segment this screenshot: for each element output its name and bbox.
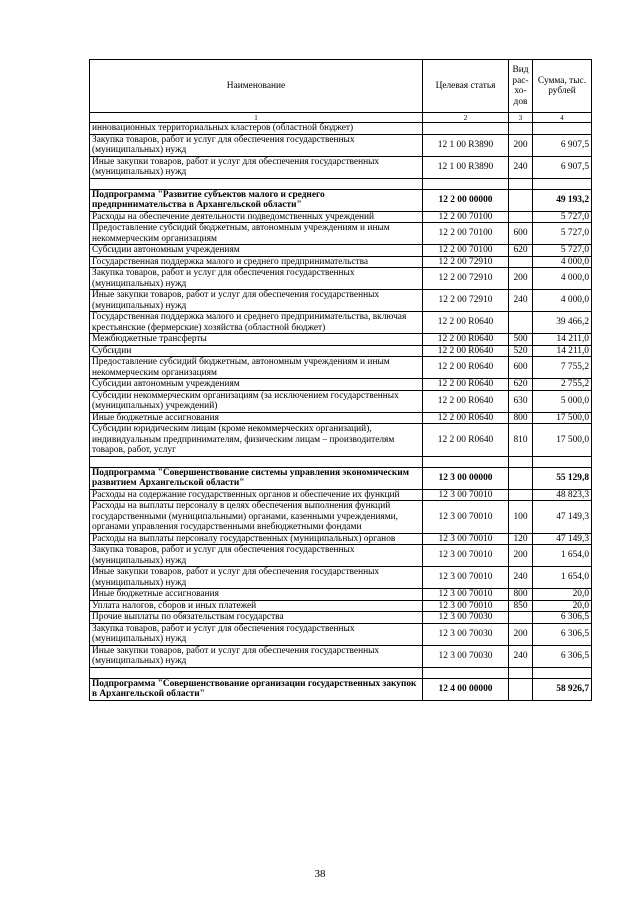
column-number: 2 <box>423 113 509 123</box>
cell-sum: 1 654,0 <box>533 567 592 589</box>
cell-sum: 1 654,0 <box>533 545 592 567</box>
cell-code: 12 4 00 00000 <box>423 678 509 700</box>
cell-kind: 200 <box>509 134 533 156</box>
empty-cell <box>533 456 592 467</box>
table-row <box>90 256 592 268</box>
cell-code: 12 1 00 R3890 <box>423 156 509 178</box>
cell-code: 12 3 00 70010 <box>423 589 509 601</box>
table-row <box>90 623 592 645</box>
cell-name: Закупка товаров, работ и услуг для обеспечения государственных (муниципальных) нужд <box>90 134 423 156</box>
cell-name: Уплата налогов, сборов и иных платежей <box>90 600 423 612</box>
cell-name: Прочие выплаты по обязательствам государства <box>90 612 423 624</box>
cell-name: Подпрограмма "Совершенствование системы управления экономическим развитием Архангельской области" <box>90 467 423 489</box>
cell-sum: 4 000,0 <box>533 268 592 290</box>
cell-code: 12 2 00 R0640 <box>423 334 509 346</box>
subprogram-row <box>90 189 592 211</box>
table-row <box>90 379 592 391</box>
cell-code: 12 2 00 00000 <box>423 189 509 211</box>
page-number: 38 <box>314 868 326 880</box>
cell-kind: 120 <box>509 533 533 545</box>
cell-kind <box>509 612 533 624</box>
cell-name: Субсидии некоммерческим организациям (за исключением государственных (муниципальных) учреждений) <box>90 390 423 412</box>
cell-code: 12 2 00 R0640 <box>423 412 509 424</box>
cell-name: Субсидии юридическим лицам (кроме некоммерческих организаций), индивидуальным предпринимателям, физическим лицам – производителям товаров, работ, услуг <box>90 424 423 457</box>
table-row <box>90 600 592 612</box>
cell-code: 12 3 00 70010 <box>423 545 509 567</box>
cell-kind <box>509 678 533 700</box>
cell-sum: 6 306,5 <box>533 623 592 645</box>
cell-sum: 2 755,2 <box>533 379 592 391</box>
cell-kind: 800 <box>509 412 533 424</box>
cell-code: 12 2 00 72910 <box>423 268 509 290</box>
cell-kind: 240 <box>509 567 533 589</box>
header-code: Целевая статья <box>423 60 509 113</box>
cell-name: Подпрограмма "Совершенствование организации государственных закупок в Архангельской области" <box>90 678 423 700</box>
cell-name: Предоставление субсидий бюджетным, автономным учреждениям и иным некоммерческим организациям <box>90 357 423 379</box>
cell-sum: 6 907,5 <box>533 156 592 178</box>
cell-sum: 4 000,0 <box>533 256 592 268</box>
cell-code: 12 3 00 70030 <box>423 612 509 624</box>
cell-kind: 240 <box>509 156 533 178</box>
empty-cell <box>509 178 533 189</box>
cell-name: Закупка товаров, работ и услуг для обеспечения государственных (муниципальных) нужд <box>90 268 423 290</box>
cell-name: Предоставление субсидий бюджетным, автономным учреждениям и иным некоммерческим организациям <box>90 223 423 245</box>
cell-code: 12 2 00 70100 <box>423 211 509 223</box>
cell-kind: 520 <box>509 345 533 357</box>
cell-kind: 100 <box>509 501 533 534</box>
empty-cell <box>90 456 423 467</box>
cell-name: Расходы на содержание государственных органов и обеспечение их функций <box>90 489 423 501</box>
header-sum: Сумма, тыс. рублей <box>533 60 592 113</box>
cell-kind: 600 <box>509 357 533 379</box>
empty-cell <box>509 667 533 678</box>
cell-name: инновационных территориальных кластеров (областной бюджет) <box>90 123 423 135</box>
cell-sum: 6 306,5 <box>533 612 592 624</box>
cell-code: 12 2 00 R0640 <box>423 424 509 457</box>
cell-code: 12 2 00 R0640 <box>423 312 509 334</box>
cell-kind: 620 <box>509 245 533 257</box>
column-number: 1 <box>90 113 423 123</box>
table-row <box>90 545 592 567</box>
cell-sum: 47 149,3 <box>533 533 592 545</box>
cell-sum: 48 823,3 <box>533 489 592 501</box>
cell-sum <box>533 123 592 135</box>
cell-name: Иные закупки товаров, работ и услуг для обеспечения государственных (муниципальных) нужд <box>90 567 423 589</box>
cell-kind: 800 <box>509 589 533 601</box>
table-row <box>90 268 592 290</box>
cell-sum: 5 727,0 <box>533 223 592 245</box>
empty-cell <box>533 667 592 678</box>
cell-kind: 240 <box>509 645 533 667</box>
cell-code: 12 3 00 00000 <box>423 467 509 489</box>
header-kind: Вид рас-хо-дов <box>509 60 533 113</box>
table-body <box>90 123 592 701</box>
cell-name: Иные закупки товаров, работ и услуг для обеспечения государственных (муниципальных) нужд <box>90 156 423 178</box>
cell-kind: 200 <box>509 545 533 567</box>
spacer-row <box>90 667 592 678</box>
column-number: 4 <box>533 113 592 123</box>
cell-sum: 5 000,0 <box>533 390 592 412</box>
empty-cell <box>533 178 592 189</box>
table-row <box>90 489 592 501</box>
cell-name: Государственная поддержка малого и среднего предпринимательства, включая крестьянские (фермерские) хозяйства (областной бюджет) <box>90 312 423 334</box>
cell-kind: 810 <box>509 424 533 457</box>
cell-code: 12 3 00 70030 <box>423 645 509 667</box>
cell-sum: 14 211,0 <box>533 345 592 357</box>
cell-kind: 600 <box>509 223 533 245</box>
cell-code: 12 1 00 R3890 <box>423 134 509 156</box>
table-row <box>90 223 592 245</box>
table-row <box>90 334 592 346</box>
table-row <box>90 567 592 589</box>
empty-cell <box>90 178 423 189</box>
header-name: Наименование <box>90 60 423 113</box>
cell-sum: 6 306,5 <box>533 645 592 667</box>
table-row <box>90 424 592 457</box>
cell-sum: 20,0 <box>533 589 592 601</box>
cell-code: 12 2 00 R0640 <box>423 357 509 379</box>
cell-code: 12 3 00 70010 <box>423 489 509 501</box>
cell-kind: 200 <box>509 268 533 290</box>
cell-kind <box>509 189 533 211</box>
cell-code: 12 2 00 R0640 <box>423 379 509 391</box>
budget-table <box>89 59 592 701</box>
table-row <box>90 589 592 601</box>
cell-name: Иные бюджетные ассигнования <box>90 589 423 601</box>
table-row <box>90 612 592 624</box>
table-row <box>90 245 592 257</box>
budget-page <box>89 59 591 701</box>
cell-sum: 7 755,2 <box>533 357 592 379</box>
cell-sum: 5 727,0 <box>533 245 592 257</box>
cell-kind <box>509 489 533 501</box>
cell-name: Иные бюджетные ассигнования <box>90 412 423 424</box>
cell-sum: 17 500,0 <box>533 412 592 424</box>
table-row <box>90 412 592 424</box>
cell-kind <box>509 256 533 268</box>
table-row <box>90 501 592 534</box>
cell-sum: 49 193,2 <box>533 189 592 211</box>
cell-name: Закупка товаров, работ и услуг для обеспечения государственных (муниципальных) нужд <box>90 623 423 645</box>
cell-name: Расходы на выплаты персоналу в целях обеспечения выполнения функций государственными (муниципальными) органами, казенными учреждениями, органами управления государственными внебюджетными фондами <box>90 501 423 534</box>
cell-sum: 39 466,2 <box>533 312 592 334</box>
cell-sum: 58 926,7 <box>533 678 592 700</box>
cell-kind <box>509 312 533 334</box>
spacer-row <box>90 178 592 189</box>
table-row <box>90 357 592 379</box>
cell-sum: 14 211,0 <box>533 334 592 346</box>
cell-kind: 200 <box>509 623 533 645</box>
cell-name: Межбюджетные трансферты <box>90 334 423 346</box>
subprogram-row <box>90 467 592 489</box>
cell-name: Расходы на обеспечение деятельности подведомственных учреждений <box>90 211 423 223</box>
table-row <box>90 134 592 156</box>
cell-name: Подпрограмма "Развитие субъектов малого и среднего предпринимательства в Архангельской области" <box>90 189 423 211</box>
table-row <box>90 533 592 545</box>
cell-sum: 20,0 <box>533 600 592 612</box>
cell-code: 12 3 00 70010 <box>423 533 509 545</box>
cell-kind: 630 <box>509 390 533 412</box>
cell-kind <box>509 211 533 223</box>
cell-code: 12 2 00 72910 <box>423 256 509 268</box>
cell-kind <box>509 123 533 135</box>
table-row <box>90 123 592 135</box>
spacer-row <box>90 456 592 467</box>
cell-name: Иные закупки товаров, работ и услуг для обеспечения государственных (муниципальных) нужд <box>90 645 423 667</box>
table-row <box>90 211 592 223</box>
table-row <box>90 290 592 312</box>
column-number: 3 <box>509 113 533 123</box>
cell-code: 12 2 00 R0640 <box>423 390 509 412</box>
empty-cell <box>423 178 509 189</box>
cell-name: Иные закупки товаров, работ и услуг для обеспечения государственных (муниципальных) нужд <box>90 290 423 312</box>
cell-code <box>423 123 509 135</box>
cell-name: Государственная поддержка малого и среднего предпринимательства <box>90 256 423 268</box>
cell-code: 12 2 00 R0640 <box>423 345 509 357</box>
table-row <box>90 312 592 334</box>
column-number-row <box>90 113 592 123</box>
cell-kind <box>509 467 533 489</box>
subprogram-row <box>90 678 592 700</box>
cell-name: Субсидии <box>90 345 423 357</box>
table-row <box>90 645 592 667</box>
cell-sum: 6 907,5 <box>533 134 592 156</box>
cell-code: 12 3 00 70010 <box>423 501 509 534</box>
empty-cell <box>509 456 533 467</box>
cell-kind: 240 <box>509 290 533 312</box>
cell-code: 12 3 00 70030 <box>423 623 509 645</box>
cell-code: 12 2 00 70100 <box>423 223 509 245</box>
empty-cell <box>90 667 423 678</box>
cell-name: Субсидии автономным учреждениям <box>90 379 423 391</box>
table-header-row <box>90 60 592 113</box>
cell-kind: 850 <box>509 600 533 612</box>
cell-name: Расходы на выплаты персоналу государственных (муниципальных) органов <box>90 533 423 545</box>
cell-code: 12 3 00 70010 <box>423 600 509 612</box>
cell-name: Субсидии автономным учреждениям <box>90 245 423 257</box>
cell-kind: 620 <box>509 379 533 391</box>
cell-sum: 5 727,0 <box>533 211 592 223</box>
cell-code: 12 2 00 72910 <box>423 290 509 312</box>
cell-sum: 55 129,8 <box>533 467 592 489</box>
cell-code: 12 3 00 70010 <box>423 567 509 589</box>
cell-kind: 500 <box>509 334 533 346</box>
table-row <box>90 390 592 412</box>
cell-code: 12 2 00 70100 <box>423 245 509 257</box>
table-row <box>90 156 592 178</box>
cell-sum: 17 500,0 <box>533 424 592 457</box>
cell-sum: 47 149,3 <box>533 501 592 534</box>
empty-cell <box>423 456 509 467</box>
cell-sum: 4 000,0 <box>533 290 592 312</box>
table-row <box>90 345 592 357</box>
cell-name: Закупка товаров, работ и услуг для обеспечения государственных (муниципальных) нужд <box>90 545 423 567</box>
empty-cell <box>423 667 509 678</box>
